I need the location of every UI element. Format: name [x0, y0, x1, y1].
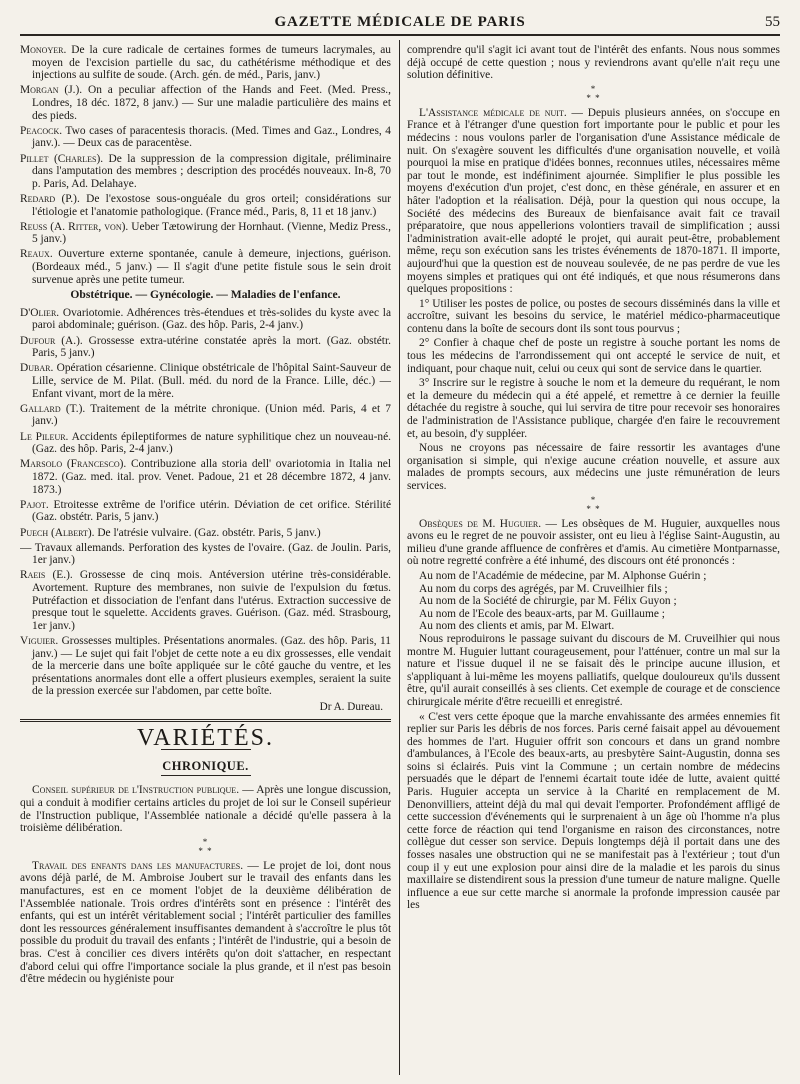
entry-text: Grossesse extra-utérine constatée après la mort. (Gaz. obstétr. Paris, 5 janv.) [32, 334, 391, 360]
bibliography-list-obstetrics [20, 307, 391, 698]
bibliography-list [20, 44, 391, 286]
signature: Dr A. Dureau. [319, 700, 383, 713]
varietes-title: VARIÉTÉS. [137, 725, 274, 752]
bibliography-entry [20, 44, 391, 82]
entry-text: Ouverture externe spontanée, canule à demeure, injections, guérison. (Bordeaux méd., 5 janv.) — Il s'agit d'une petite fistule sous le sein droit survenue après une petite tumeur. [32, 248, 391, 286]
chronique-title: CHRONIQUE. [162, 758, 249, 773]
entry-author: Morgan (J.). [20, 84, 83, 97]
double-rule [20, 719, 391, 722]
article-assistance [407, 107, 780, 296]
proposals-list [407, 298, 780, 441]
entry-author: Gallard (T.). [20, 402, 86, 415]
entry-text: Opération césarienne. Clinique obstétricale de l'hôpital Saint-Sauveur de Lille, service de M. Pilat. (Bull. méd. du nord de la France. Lille, déc.) — Enfant vivant, mort de la mère. [32, 362, 391, 400]
article-lead: Obsèques de M. Huguier. [419, 517, 542, 530]
bibliography-entry [20, 248, 391, 286]
bibliography-entry [20, 458, 391, 496]
entry-author: Viguier. [20, 635, 59, 648]
article-text: — Les obsèques de M. Huguier, auxquelles nous avons eu le regret de ne pouvoir assister, ont eu lieu à l'église Saint-Augustin, au milieu d'une grande affluence de confrères et d'amis. Au cimetière Montparnasse, où notre regretté confrère a été inhumé, des discours ont été prononcés : [407, 517, 780, 568]
entry-text: — Travaux allemands. Perforation des kystes de l'ovaire. (Gaz. de Joulin. Paris, 1er janv.) [20, 541, 391, 567]
article-travail [20, 860, 391, 986]
asterism: * * * [198, 836, 213, 856]
entry-text: Contribuzione alla storia dell' ovariotomia in Italia nel 1872. (Gaz. med. ital. prov. Venet. Padoue, 21 et 28 décembre 1872, 4 janv. 1873.) [32, 458, 391, 496]
entry-author: Marsolo (Francesco). [20, 458, 127, 471]
section-heading: Obstétrique. — Gynécologie. — Maladies de l'enfance. [70, 288, 341, 302]
speech-item: Au nom de l'Ecole des beaux-arts, par M. Guillaume ; [419, 607, 665, 620]
bibliography-entry [20, 84, 391, 122]
article-text: — Depuis plusieurs années, on s'occupe en France et à l'étranger d'une question fort importante pour le public et pour les médecins : nous voulons parler de l'organisation d'une Assistance médicale de nuit. On s'exagère souvent les difficultés d'une organisation nouvelle, et voilà pourquoi la mise en pratique d'idées bonnes, reconnues utiles, nécessaires même par tout le monde, est indéfiniment ajournée. Simplifier le plus possible les moyens d'exécution d'un projet, c'est donc, en thèse générale, en assurer et en hâter l'adoption et la réalisation. Déjà, pour la question qui nous occupe, la Société des médecins des Bureaux de bienfaisance avait fait ce travail préparatoire, que nous appellerions volontiers travail de simplification ; aussi l'administration avait-elle adopté le projet, qui aurait peut-être, probablement même, reçu son exécution sans les tristes événements de 1870-1871. Il importe, aujourd'hui que la question est de nouveau soulevée, de ne pas perdre de vue les moyens simples et pratiques qui ont été indiqués, et que nous résumerons dans quelques propositions : [407, 106, 780, 296]
entry-text: De la cure radicale de certaines formes de tumeurs lacrymales, au moyen de l'excision partielle du sac, du cathétérisme méthodique et des injections au sulfite de soude. (Arch. gén. de méd., Paris, janv.) [32, 44, 391, 82]
bibliography-entry [20, 403, 391, 428]
entry-text: Grossesses multiples. Présentations anormales. (Gaz. des hôp. Paris, 11 janv.) — Le sujet qui fait l'objet de cette note a eu dix grossesses, elle vendait de la mercerie dans une boîte appliquée sur le côté gauche du ventre, et les présentations anormales dont elle a offert plusieurs exemples, seraient la suite de la pression exercée sur l'abdomen, par cette boîte. [32, 635, 391, 698]
proposal-item: 2° Confier à chaque chef de poste un registre à souche portant les noms de tous les médecins de l'arrondissement qui ont accepté le service de nuit, et indiquant, pour chaque nuit, celui ou ceux qui sont de service dans le quartier. [407, 337, 780, 375]
entry-text: On a peculiar affection of the Hands and Feet. (Med. Press., Londres, 18 déc. 1872, 8 janv.) — Sur une maladie particulière des mains et des pieds. [32, 84, 391, 122]
entry-text: Traitement de la métrite chronique. (Union méd. Paris, 4 et 7 janv.) [32, 402, 391, 428]
entry-text: De l'exostose sous-onguéale du gros orteil; considérations sur l'étiologie et l'anatomie pathologique. (France méd., Paris, 8, 11 et 18 janv.) [32, 192, 391, 218]
asterism: * * * [586, 494, 601, 514]
entry-author: Redard (P.). [20, 192, 80, 205]
speech-item: Au nom de la Société de chirurgie, par M. Félix Guyon ; [419, 595, 677, 608]
entry-author: Reaux. [20, 248, 53, 261]
column-divider [399, 40, 400, 1075]
entry-author: Dubar. [20, 362, 54, 375]
continuation-text: comprendre qu'il s'agit ici avant tout de l'intérêt des enfants. Nous nous sommes déjà occupé de cette question ; nous y reviendrons avant qu'elle n'ait reçu une solution définitive. [407, 44, 780, 82]
proposal-item: 1° Utiliser les postes de police, ou postes de secours disséminés dans la ville et accroître, suivant les besoins du service, le matériel médico-pharmaceutique contenu dans la boîte de secours dont ils sont tous pourvus ; [407, 297, 780, 335]
reproduce-paragraph: Nous reproduirons le passage suivant du discours de M. Cruveilhier qui nous montre M. Huguier luttant courageusement, pour l'atténuer, contre un mal sur la nature et l'issue duquel il ne se faisait dès le principe aucune illusion, et s'appliquant à lui-même les moyens palliatifs, quelque douloureux qu'ils dussent être, qu'il aurait conseillés à ses clients. Cet exemple de courage et de conscience chirurgicale mérite d'être recueilli et enregistré. [407, 632, 780, 708]
chronique-rule [161, 775, 251, 776]
article-conseil [20, 784, 391, 834]
entry-author: Peacock. [20, 124, 63, 137]
article-lead: Travail des enfants dans les manufactures. [32, 859, 244, 872]
bibliography-entry [20, 362, 391, 400]
entry-author: Dufour (A.). [20, 334, 83, 347]
bibliography-entry [20, 527, 391, 540]
bibliography-entry [20, 193, 391, 218]
bibliography-entry [20, 221, 391, 246]
assistance-closing: Nous ne croyons pas nécessaire de faire ressortir les avantages d'une organisation si simple, qui n'exige aucune création nouvelle, et assure aux malades de prompts secours, aux médecins une juste rémunération de leurs services. [407, 442, 780, 492]
article-obseques [407, 518, 780, 568]
entry-author: Reuss (A. Ritter, von). [20, 220, 129, 233]
speeches-list [407, 570, 780, 633]
bibliography-entry [20, 153, 391, 191]
entry-text: De la suppression de la compression digitale, préliminaire dans l'amputation des membres ; description des procédés nouveaux. In-8, 70 p. Paris, Ad. Delahaye. [32, 152, 391, 190]
entry-author: Puech (Albert). [20, 526, 95, 539]
page-number: 55 [765, 14, 780, 30]
entry-text: Ovariotomie. Adhérences très-étendues et très-solides du kyste avec la paroi abdominale; guérison. (Gaz. des hôp. Paris, 2-4 janv.) [32, 306, 391, 332]
article-text: — Après une longue discussion, qui a conduit à modifier certains articles du projet de loi sur le Conseil supérieur de l'Instruction publique, l'Assemblée nationale a décidé qu'elle passera à la troisième délibération. [20, 784, 391, 835]
left-column [20, 44, 391, 1080]
running-title: GAZETTE MÉDICALE DE PARIS [274, 14, 526, 30]
article-text: — Le projet de loi, dont nous avons déjà parlé, de M. Ambroise Joubert sur le travail des enfants dans les manufactures, est en ce moment l'objet de la deuxième délibération de l'Assemblée nationale. Trois ordres d'intérêts sont en présence : l'intérêt des enfants, qui est un intérêt véritablement social ; l'intérêt particulier des familles dont les ressources généralement insuffisantes demandent à s'accroître le plus tôt possible du produit du travail des enfants ; l'intérêt de l'industrie, qui a besoin de bras. C'est à concilier ces divers intérêts qu'on doit s'attacher, en respectant d'abord celui qui offre l'importance sociale la plus grande, et il n'est pas besoin d'être médecin ou hygiéniste pour [20, 859, 391, 986]
entry-text: Two cases of paracentesis thoracis. (Med. Times and Gaz., Londres, 4 janv.). — Deux cas de paracentèse. [32, 124, 391, 150]
entry-author: Pillet (Charles). [20, 152, 104, 165]
bibliography-entry [20, 125, 391, 150]
entry-text: Grossesse de cinq mois. Antéversion utérine très-considérable. Avortement. Rupture des membranes, non suivie de l'expulsion du fœtus. Putréfaction et dissociation de l'enfant dans l'utérus. Extraction successive de presque tout le squelette. Accidents graves. Guérison. (Gaz. méd. Strasbourg, 1er janv.) [32, 569, 391, 632]
bibliography-entry [20, 307, 391, 332]
entry-text: Ueber Tætowirung der Hornhaut. (Vienne, Mediz Press., 5 janv.) [32, 220, 391, 246]
entry-author: Le Pileur. [20, 430, 69, 443]
entry-text: De l'atrésie vulvaire. (Gaz. obstétr. Paris, 5 janv.) [94, 526, 321, 539]
bibliography-entry [20, 431, 391, 456]
bibliography-entry [20, 499, 391, 524]
bibliography-entry [20, 335, 391, 360]
article-lead: L'Assistance médicale de nuit. [419, 106, 567, 119]
entry-author: D'Olier. [20, 306, 60, 319]
asterism: * * * [586, 83, 601, 103]
speech-item: Au nom du corps des agrégés, par M. Cruveilhier fils ; [419, 582, 668, 595]
entry-author: Monoyer. [20, 44, 67, 56]
speech-item: Au nom de l'Académie de médecine, par M. Alphonse Guérin ; [419, 569, 707, 582]
speech-item: Au nom des clients et amis, par M. Elwart. [419, 620, 615, 633]
bibliography-entry [20, 542, 391, 567]
bibliography-entry [20, 635, 391, 698]
proposal-item: 3° Inscrire sur le registre à souche le nom et la demeure du requérant, le nom et la demeure du médecin qui a été appelé, et remettre à ce dernier la feuille détachée du registre à souche, qui lui servira de titre pour recevoir ses honoraires de l'administration de l'Assistance publique, chargée d'en faire le recouvrement et, au besoin, d'y suppléer. [407, 377, 780, 440]
entry-text: Etroitesse extrême de l'orifice utérin. Déviation de cet orifice. Stérilité (Gaz. obstétr. Paris, 5 janv.) [32, 498, 391, 524]
quote-paragraph: « C'est vers cette époque que la marche envahissante des armées ennemies fit replier sur Paris les débris de nos forces. Paris cerné faisait appel au dévouement des hommes de l'art. Huguier offrit son concours et dans un grand nombre d'ambulances, à l'Ecole des beaux-arts, au presbytère Saint-Augustin, donna ses soins si éclairés. Puis vint la Commune ; un certain nombre de médecins persuadés que le départ de l'ennemi écartait toute idée de lutte, avaient quitté Paris. Huguier accepta un service à la Charité en remplacement de M. Denonvilliers, atteint déjà du mal qui devait l'emporter. Profondément affligé de cette succession d'événements qui le surprenaient à un âge où l'homme n'a plus cette force de réaction qui tend l'organisme en raison des circonstances, notre collègue dut cesser son service. Depuis longtemps déjà il portait dans une des fosses nasales une obstruction qui ne se manifestait pas à l'extérieur ; tout d'un coup il y eut une explosion pour ainsi dire de la maladie et les parois du sinus maxillaire se distendirent sous la pression d'une tumeur de nature maligne. Quelle influence a eue sur cette marche si anormale la profonde impression causée par les [407, 710, 780, 912]
right-column [407, 44, 780, 1080]
article-lead: Conseil supérieur de l'Instruction publique. [32, 784, 240, 797]
entry-text: Accidents épileptiformes de nature syphilitique chez un nouveau-né. (Gaz. des hôp. Paris, 2-4 janv.) [32, 430, 391, 456]
bibliography-entry [20, 569, 391, 632]
entry-author: Pajot. [20, 498, 49, 511]
page-header [20, 10, 780, 36]
entry-author: Raeis (E.). [20, 569, 73, 582]
